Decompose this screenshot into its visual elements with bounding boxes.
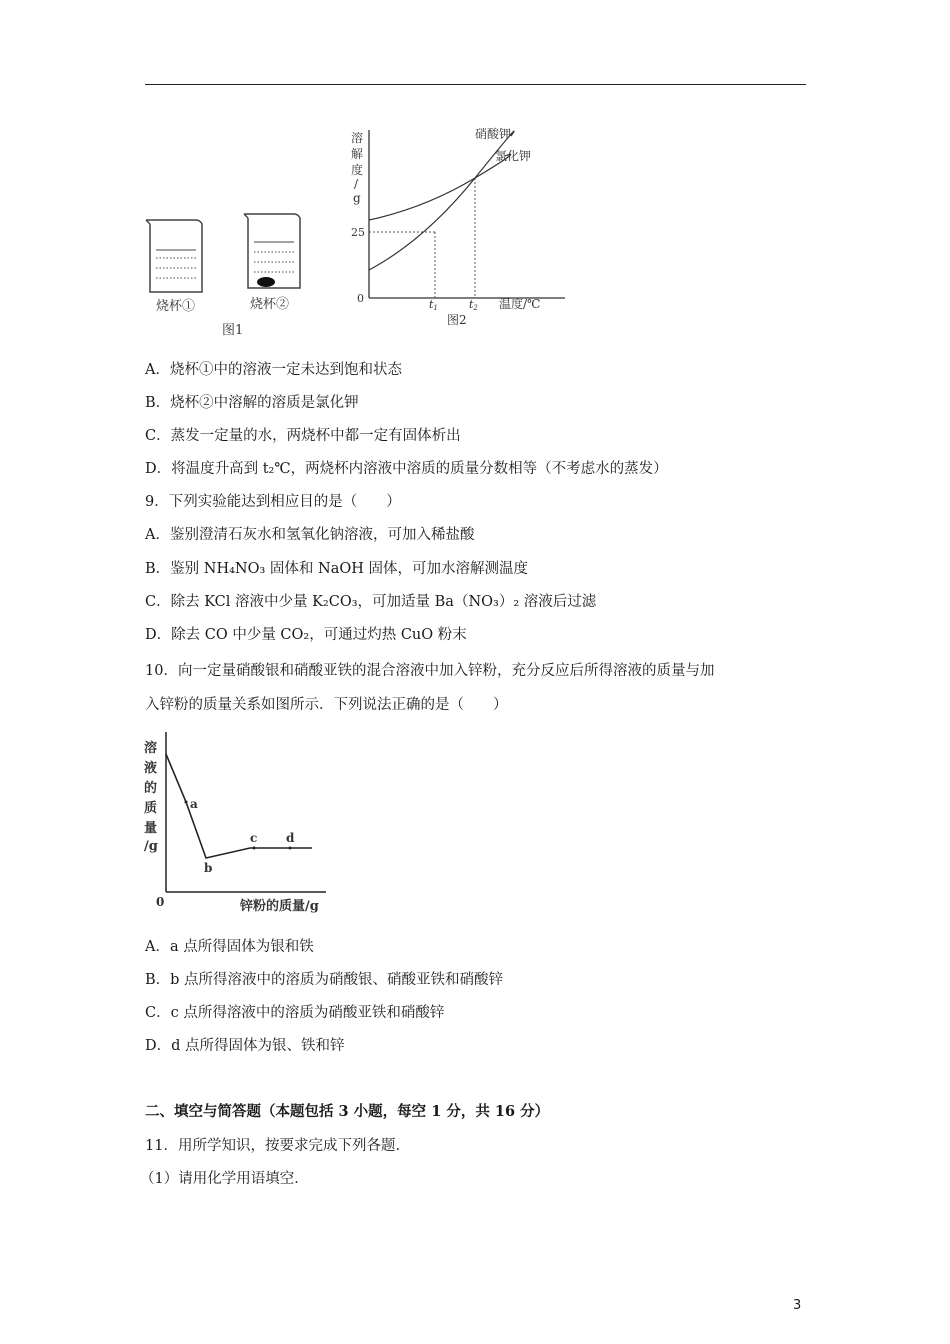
q9-stem: 9．下列实验能达到相应目的是（ ） <box>145 494 401 510</box>
q11-stem: 11．用所学知识，按要求完成下列各题． <box>145 1138 410 1154</box>
q8-option-a: A．烧杯①中的溶液一定未达到饱和状态 <box>145 362 402 378</box>
figure-2-solubility-chart <box>345 122 585 337</box>
q9-option-a: A．鉴别澄清石灰水和氢氧化钠溶液，可加入稀盐酸 <box>145 527 475 543</box>
q9-option-c: C．除去 KCl 溶液中少量 K₂CO₃，可加适量 Ba（NO₃）₂ 溶液后过滤 <box>145 594 597 610</box>
graph-point-d <box>289 847 292 850</box>
q8-option-c: C．蒸发一定量的水，两烧杯中都一定有固体析出 <box>145 428 461 444</box>
graph-y-label-char: 溶 <box>144 741 158 756</box>
q10-option-a: A．a 点所得固体为银和铁 <box>145 939 314 955</box>
beaker-2-label: 烧杯② <box>250 297 290 312</box>
beaker-1-icon <box>146 220 202 292</box>
figure-2-caption: 图2 <box>447 313 467 327</box>
page-number: 3 <box>793 1298 802 1313</box>
q10-stem-line2: 入锌粉的质量关系如图所示．下列说法正确的是（ ） <box>145 697 508 713</box>
graph-point-label-b: b <box>204 861 213 875</box>
series-label-potassium-chloride: 氯化钾 <box>495 149 532 163</box>
x-tick-t1: t1 <box>429 298 438 312</box>
beaker-2-icon <box>244 214 300 288</box>
graph-point-label-a: a <box>190 797 198 811</box>
graph-point-label-c: c <box>250 831 258 845</box>
y-label-char: / <box>354 177 359 191</box>
graph-point-c <box>253 847 256 850</box>
y-label-char: 解 <box>351 147 364 161</box>
q8-option-d: D．将温度升高到 t₂℃，两烧杯内溶液中溶质的质量分数相等（不考虑水的蒸发） <box>145 461 668 477</box>
y-label-char: g <box>353 191 361 205</box>
q9-option-b: B．鉴别 NH₄NO₃ 固体和 NaOH 固体，可加水溶解测温度 <box>145 561 528 577</box>
graph-x-axis-label: 锌粉的质量/g <box>240 899 319 914</box>
section-2-heading: 二、填空与简答题（本题包括 3 小题，每空 1 分，共 16 分） <box>145 1103 550 1120</box>
q10-option-d: D．d 点所得固体为银、铁和锌 <box>145 1038 345 1054</box>
figure-1-beakers <box>140 212 350 342</box>
x-tick-t2: t2 <box>469 298 478 312</box>
graph-y-label-char: /g <box>144 839 158 854</box>
q9-option-d: D．除去 CO 中少量 CO₂，可通过灼热 CuO 粉末 <box>145 627 467 643</box>
curve-potassium-chloride <box>369 154 511 220</box>
q10-graph <box>140 728 340 918</box>
origin-label: 0 <box>357 292 364 305</box>
q10-option-b: B．b 点所得溶液中的溶质为硝酸银、硝酸亚铁和硝酸锌 <box>145 972 504 988</box>
graph-origin: 0 <box>156 895 165 909</box>
curve-potassium-nitrate <box>369 131 514 270</box>
x-axis-label: 温度/℃ <box>499 297 541 311</box>
graph-y-label-char: 液 <box>144 761 158 776</box>
graph-point-a <box>185 801 188 804</box>
graph-point-label-d: d <box>286 831 295 845</box>
graph-y-label-char: 质 <box>144 801 158 816</box>
y-tick-label: 25 <box>351 226 365 239</box>
q11-part1: （1）请用化学用语填空． <box>140 1171 309 1187</box>
q10-stem-line1: 10．向一定量硝酸银和硝酸亚铁的混合溶液中加入锌粉，充分反应后所得溶液的质量与加 <box>145 663 715 679</box>
q8-option-b: B．烧杯②中溶解的溶质是氯化钾 <box>145 395 359 411</box>
header-rule <box>145 84 806 85</box>
y-label-char: 度 <box>351 163 364 177</box>
beaker-1-label: 烧杯① <box>156 299 196 314</box>
figure-1-caption: 图1 <box>222 323 244 338</box>
graph-y-label-char: 的 <box>144 781 158 796</box>
y-label-char: 溶 <box>351 131 364 145</box>
q10-option-c: C．c 点所得溶液中的溶质为硝酸亚铁和硝酸锌 <box>145 1005 445 1021</box>
series-label-potassium-nitrate: 硝酸钾 <box>475 127 512 141</box>
graph-y-label-char: 量 <box>144 821 158 836</box>
